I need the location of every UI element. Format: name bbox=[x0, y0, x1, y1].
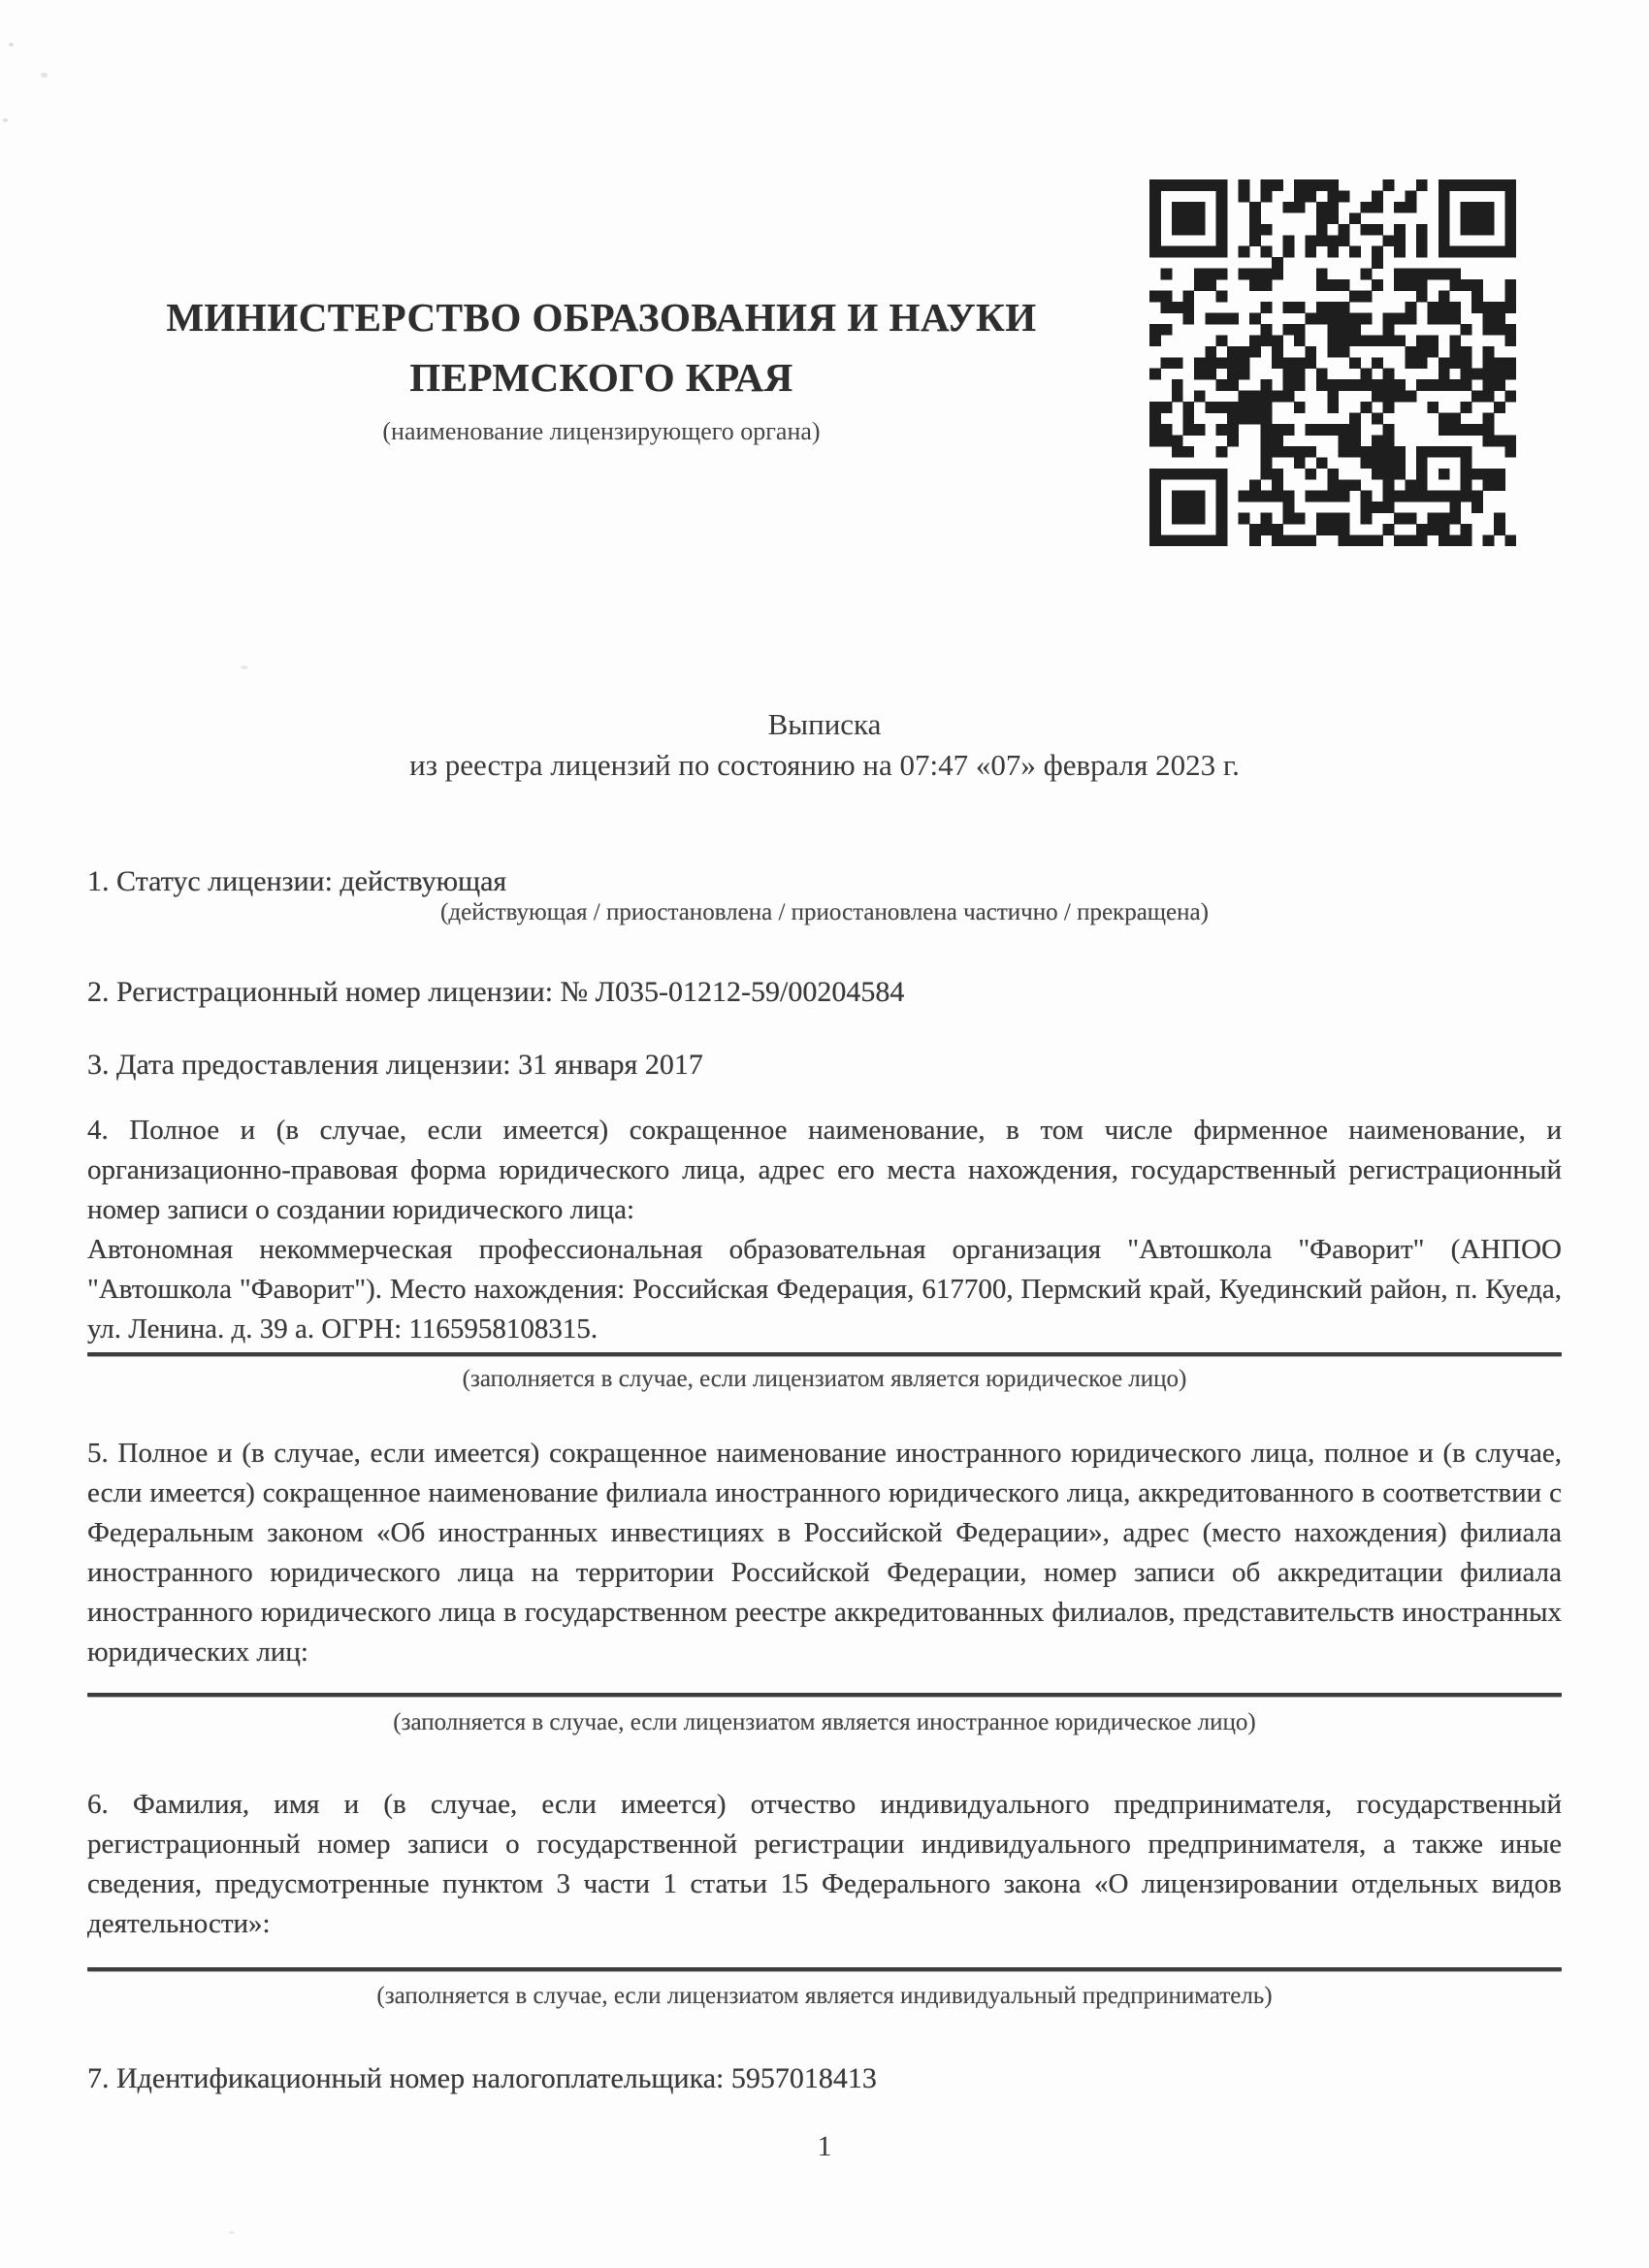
item-6-prompt: 6. Фамилия, имя и (в случае, если имеется) отчество индивидуального предпринимателя, государственный регистрационный номер записи о государственной регистрации индивидуального предпринимателя, а также иные сведения, предусмотренные пунктом 3 части 1 статьи 15 Федерального закона «О лицензировании отдельных видов деятельности»: bbox=[87, 1789, 1562, 1939]
divider-rule bbox=[87, 1352, 1562, 1356]
item-5-caption: (заполняется в случае, если лицензиатом является иностранное юридическое лицо) bbox=[393, 1709, 1256, 1735]
page-number: 1 bbox=[817, 2130, 832, 2162]
item-4-value: Автономная некоммерческая профессиональная образовательная организация "Автошкола "Фаворит" (АНПОО "Автошкола "Фаворит"). Место нахождения: Российская Федерация, 617700, Пермский край, Куединский район, п. Куеда, ул. Ленина. д. 39 а. ОГРН: 1165958108315. bbox=[87, 1234, 1562, 1345]
item-5-foreign-entity bbox=[87, 1434, 1562, 1672]
divider-rule bbox=[87, 1967, 1562, 1971]
item-4-caption: (заполняется в случае, если лицензиатом является юридическое лицо) bbox=[462, 1366, 1187, 1392]
item-1-caption: (действующая / приостановлена / приостановлена частично / прекращена) bbox=[440, 899, 1209, 925]
scan-speck bbox=[9, 43, 14, 47]
document-title-line2: из реестра лицензий по состоянию на 07:47 «07» февраля 2023 г. bbox=[409, 748, 1240, 782]
ministry-name-line1: МИНИСТЕРСТВО ОБРАЗОВАНИЯ И НАУКИ bbox=[166, 295, 1037, 340]
scan-speck bbox=[3, 118, 8, 122]
scan-speck bbox=[241, 665, 248, 669]
item-3-grant-date: 3. Дата предоставления лицензии: 31 января 2017 bbox=[87, 1049, 703, 1081]
document-title-line1: Выписка bbox=[767, 707, 882, 741]
document-title bbox=[87, 704, 1562, 786]
item-4-prompt: 4. Полное и (в случае, если имеется) сокращенное наименование, в том числе фирменное наименование, и организационно-правовая форма юридического лица, адрес его места нахождения, государственный регистрационный номер записи о создании юридического лица: bbox=[87, 1115, 1562, 1225]
licensing-authority-caption: (наименование лицензирующего органа) bbox=[382, 417, 821, 445]
item-1-license-status: 1. Статус лицензии: действующая bbox=[87, 865, 507, 897]
item-2-registration-number: 2. Регистрационный номер лицензии: № Л035-01212-59/00204584 bbox=[87, 976, 905, 1008]
ministry-name-line2: ПЕРМСКОГО КРАЯ bbox=[409, 355, 793, 400]
item-6-individual-entrepreneur bbox=[87, 1785, 1562, 1944]
item-4-legal-entity bbox=[87, 1111, 1562, 1349]
item-6-caption: (заполняется в случае, если лицензиатом является индивидуальный предприниматель) bbox=[376, 1983, 1273, 2009]
item-5-prompt: 5. Полное и (в случае, если имеется) сокращенное наименование иностранного юридического лица, полное и (в случае, если имеется) сокращенное наименование филиала иностранного юридического лица, аккредитованного в соответствии с Федеральным законом «Об иностранных инвестициях в Российской Федерации», адрес (место нахождения) филиала иностранного юридического лица на территории Российской Федерации, номер записи об аккредитации филиала иностранного юридического лица в государственном реестре аккредитованных филиалов, представительств иностранных юридических лиц: bbox=[87, 1438, 1562, 1668]
item-7-taxpayer-number: 7. Идентификационный номер налогоплательщика: 5957018413 bbox=[87, 2062, 877, 2094]
divider-rule bbox=[87, 1693, 1562, 1697]
qr-code-icon bbox=[1149, 179, 1516, 546]
scan-speck bbox=[229, 2231, 235, 2234]
scan-speck bbox=[41, 73, 48, 78]
licensing-authority-header bbox=[97, 287, 1106, 446]
